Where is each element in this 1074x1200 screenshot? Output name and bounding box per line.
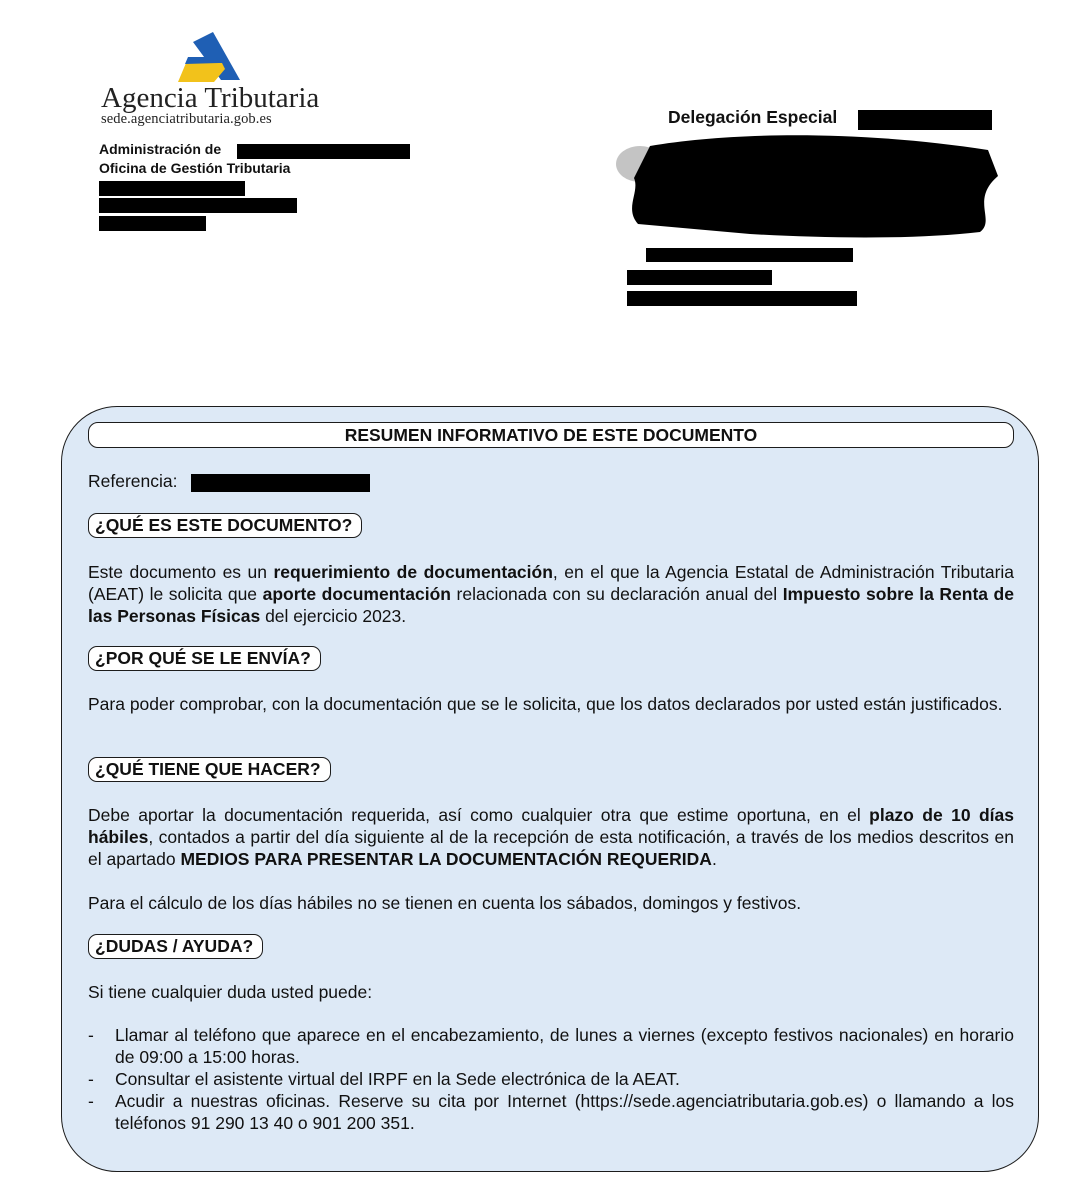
logo-wordmark: Agencia Tributaria — [101, 82, 320, 114]
section-paragraph-por-que: Para poder comprobar, con la documentación que se le solicita, que los datos declarados por usted están justificados. — [88, 694, 1003, 714]
section-heading-que-es: ¿QUÉ ES ESTE DOCUMENTO? — [88, 513, 362, 538]
redacted-delegacion-name — [858, 110, 992, 130]
agencia-tributaria-emblem-icon — [176, 32, 246, 84]
list-item: - Consultar el asistente virtual del IRPF en la Sede electrónica de la AEAT. — [88, 1068, 1014, 1090]
section-paragraph-que-es: Este documento es un requerimiento de documentación, en el que la Agencia Estatal de Administración Tributaria (AEAT) le solicita que aporte documentación relacionada con su declaración anual del Impuesto sobre la Renta de las Personas Físicas del ejercicio 2023. — [88, 562, 1015, 626]
redacted-sender-line-1 — [99, 181, 245, 196]
section-paragraph-dias-habiles: Para el cálculo de los días hábiles no se tienen en cuenta los sábados, domingos y festivos. — [88, 893, 802, 913]
list-item: - Acudir a nuestras oficinas. Reserve su cita por Internet (https://sede.agenciatributaria.gob.es) o llamando a los teléfonos 91 290 13 40 o 901 200 351. — [88, 1090, 1014, 1134]
sender-administracion-label: Administración de — [99, 141, 222, 157]
redacted-referencia-value — [191, 474, 370, 492]
redacted-administracion-name — [237, 144, 410, 159]
redacted-recipient-scribble — [610, 128, 1005, 248]
list-item: - Llamar al teléfono que aparece en el encabezamiento, de lunes a viernes (excepto festivos nacionales) en horario de 09:00 a 15:00 horas. — [88, 1024, 1014, 1068]
section-paragraph-dudas-intro: Si tiene cualquier duda usted puede: — [88, 982, 373, 1002]
section-paragraph-que-hacer: Debe aportar la documentación requerida, así como cualquier otra que estime oportuna, en el plazo de 10 días hábiles, contados a partir del día siguiente al de la recepción de esta notificación, a través de los medios descritos en el apartado MEDIOS PARA PRESENTAR LA DOCUMENTACIÓN REQUERIDA. — [88, 805, 1014, 869]
help-options-list — [88, 1024, 1014, 1134]
logo-url: sede.agenciatributaria.gob.es — [101, 111, 272, 127]
sender-oficina: Oficina de Gestión Tributaria — [99, 160, 291, 176]
summary-title: RESUMEN INFORMATIVO DE ESTE DOCUMENTO — [88, 422, 1014, 448]
redacted-recipient-line-3 — [627, 291, 857, 306]
redacted-sender-line-2 — [99, 198, 297, 213]
section-heading-dudas: ¿DUDAS / AYUDA? — [88, 934, 263, 959]
section-heading-que-hacer: ¿QUÉ TIENE QUE HACER? — [88, 757, 331, 782]
delegacion-label: Delegación Especial — [668, 107, 838, 127]
redacted-recipient-line-2 — [627, 270, 772, 285]
referencia-label: Referencia: — [88, 471, 178, 491]
section-heading-por-que: ¿POR QUÉ SE LE ENVÍA? — [88, 646, 321, 671]
redacted-sender-line-3 — [99, 216, 206, 231]
redacted-recipient-line-1 — [646, 248, 853, 262]
